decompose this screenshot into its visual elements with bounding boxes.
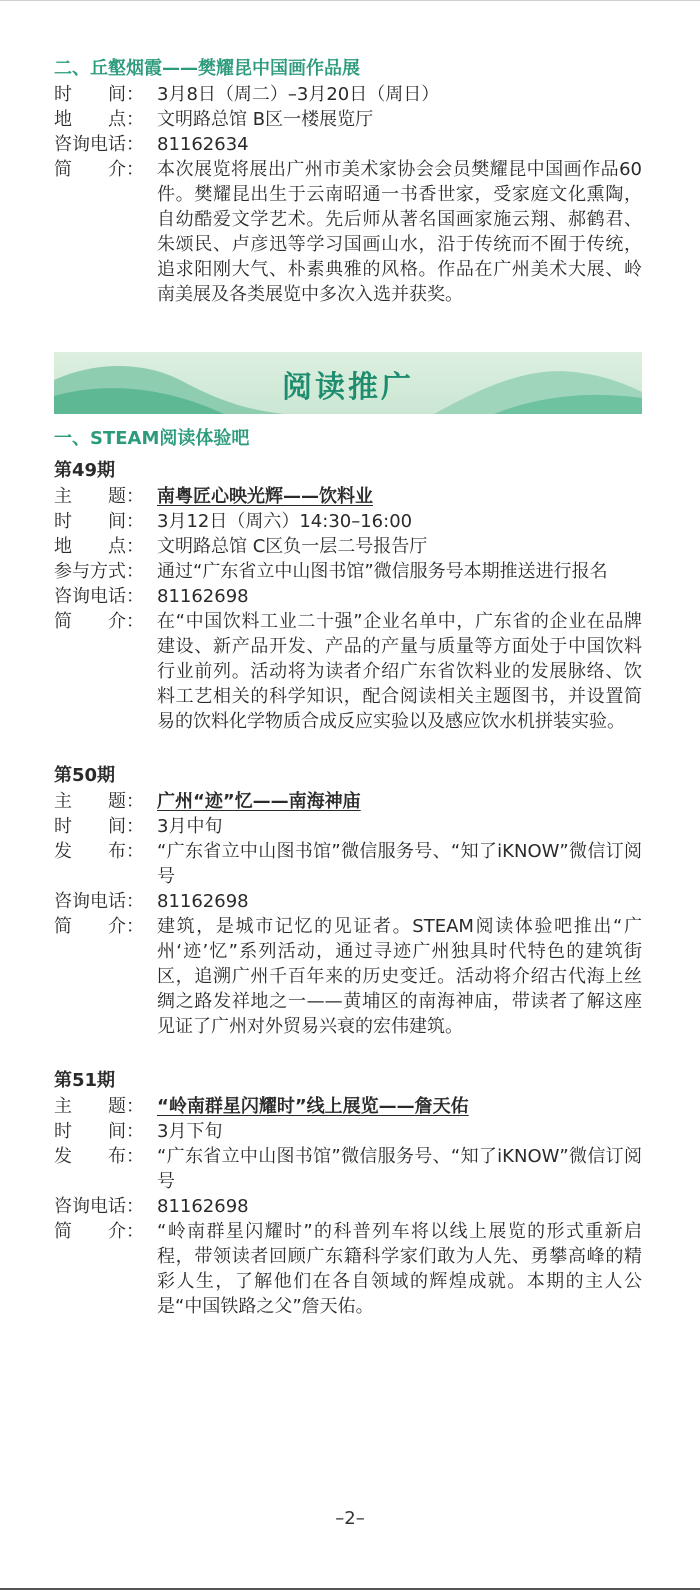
topic-title: “岭南群星闪耀时”线上展览——詹天佑 bbox=[157, 1096, 469, 1117]
info-value: 3月中旬 bbox=[157, 816, 223, 837]
info-value: 文明路总馆 B区一楼展览厅 bbox=[157, 109, 374, 130]
info-label: 时 间： bbox=[54, 1121, 144, 1142]
issue-title: 第50期 bbox=[54, 765, 116, 786]
info-row-topic bbox=[54, 484, 642, 509]
info-label: 简 介： bbox=[54, 611, 144, 632]
info-row-publish bbox=[54, 839, 642, 889]
info-label: 主 题： bbox=[54, 791, 144, 812]
info-label: 主 题： bbox=[54, 486, 144, 507]
info-value: 81162698 bbox=[157, 586, 249, 607]
info-value: “广东省立中山图书馆”微信服务号、“知了iKNOW”微信订阅号 bbox=[157, 841, 642, 887]
info-row-location bbox=[54, 534, 642, 559]
exhibition-section bbox=[54, 56, 642, 307]
info-row-topic bbox=[54, 789, 642, 814]
info-value: 本次展览将展出广州市美术家协会会员樊耀昆中国画作品60件。樊耀昆出生于云南昭通一书香世家，受家庭文化熏陶，自幼酷爱文学艺术。先后师从著名国画家施云翔、郝鹤君、朱颂民、卢彦迅等学习国画山水，沿于传统而不囿于传统，追求阳刚大气、朴素典雅的风格。作品在广州美术大展、岭南美展及各类展览中多次入选并获奖。 bbox=[157, 159, 642, 305]
topic-title: 广州“迹”忆——南海神庙 bbox=[157, 791, 361, 812]
top-border bbox=[0, 0, 700, 1]
info-value: 81162698 bbox=[157, 1196, 249, 1217]
info-value: 81162698 bbox=[157, 891, 249, 912]
info-row-time bbox=[54, 814, 642, 839]
info-value: 建筑，是城市记忆的见证者。STEAM阅读体验吧推出“广州‘迹’忆”系列活动，通过寻迹广州独具时代特色的建筑街区，追溯广州千百年来的历史变迁。活动将介绍古代海上丝绸之路发祥地之一——黄埔区的南海神庙，带读者了解这座见证了广州对外贸易兴衰的宏伟建筑。 bbox=[157, 916, 642, 1037]
page-content bbox=[54, 56, 642, 1319]
issue-title: 第51期 bbox=[54, 1070, 116, 1091]
info-value: 3月12日（周六）14:30–16:00 bbox=[157, 511, 413, 532]
info-value: 通过“广东省立中山图书馆”微信服务号本期推送进行报名 bbox=[157, 561, 608, 582]
info-label: 咨询电话： bbox=[54, 1196, 144, 1217]
section-banner bbox=[54, 352, 642, 414]
info-label: 简 介： bbox=[54, 1221, 144, 1242]
info-label: 简 介： bbox=[54, 916, 144, 937]
info-label: 参与方式： bbox=[54, 561, 144, 582]
info-value: 81162634 bbox=[157, 134, 249, 155]
info-row-phone bbox=[54, 584, 642, 609]
info-row-topic bbox=[54, 1094, 642, 1119]
info-row-intro bbox=[54, 914, 642, 1039]
info-row-time bbox=[54, 509, 642, 534]
info-row-participation bbox=[54, 559, 642, 584]
info-row-time bbox=[54, 1119, 642, 1144]
issue-49 bbox=[54, 458, 642, 734]
info-label: 咨询电话： bbox=[54, 586, 144, 607]
info-label: 时 间： bbox=[54, 511, 144, 532]
exhibition-heading: 二、丘壑烟霞——樊耀昆中国画作品展 bbox=[54, 58, 360, 79]
info-label: 咨询电话： bbox=[54, 134, 144, 155]
info-row-intro bbox=[54, 609, 642, 734]
info-value: “岭南群星闪耀时”的科普列车将以线上展览的形式重新启程，带领读者回顾广东籍科学家们敢为人先、勇攀高峰的精彩人生，了解他们在各自领域的辉煌成就。本期的主人公是“中国铁路之父”詹天佑。 bbox=[157, 1221, 642, 1317]
info-value: 在“中国饮料工业二十强”企业名单中，广东省的企业在品牌建设、新产品开发、产品的产量与质量等方面处于中国饮料行业前列。活动将为读者介绍广东省饮料业的发展脉络、饮料工艺相关的科学知识，配合阅读相关主题图书，并设置简易的饮料化学物质合成反应实验以及感应饮水机拼装实验。 bbox=[157, 611, 642, 732]
issue-50 bbox=[54, 763, 642, 1039]
info-row-location bbox=[54, 107, 642, 132]
info-row-time bbox=[54, 82, 642, 107]
issue-51 bbox=[54, 1068, 642, 1319]
info-label: 咨询电话： bbox=[54, 891, 144, 912]
info-label: 时 间： bbox=[54, 84, 144, 105]
info-label: 主 题： bbox=[54, 1096, 144, 1117]
issue-title: 第49期 bbox=[54, 460, 116, 481]
info-row-phone bbox=[54, 1194, 642, 1219]
page-number: –2– bbox=[335, 1508, 365, 1529]
info-value: 3月8日（周二）–3月20日（周日） bbox=[157, 84, 440, 105]
info-row-intro bbox=[54, 157, 642, 307]
section-heading: 一、STEAM阅读体验吧 bbox=[54, 428, 250, 449]
info-label: 地 点： bbox=[54, 536, 144, 557]
topic-title: 南粤匠心映光辉——饮料业 bbox=[157, 486, 373, 507]
info-label: 发 布： bbox=[54, 841, 144, 862]
banner-title: 阅读推广 bbox=[282, 370, 414, 405]
info-row-publish bbox=[54, 1144, 642, 1194]
info-value: 3月下旬 bbox=[157, 1121, 223, 1142]
info-row-phone bbox=[54, 889, 642, 914]
info-row-intro bbox=[54, 1219, 642, 1319]
info-label: 时 间： bbox=[54, 816, 144, 837]
info-value: 文明路总馆 C区负一层二号报告厅 bbox=[157, 536, 428, 557]
info-value: “广东省立中山图书馆”微信服务号、“知了iKNOW”微信订阅号 bbox=[157, 1146, 642, 1192]
info-label: 简 介： bbox=[54, 159, 144, 180]
info-label: 地 点： bbox=[54, 109, 144, 130]
info-row-phone bbox=[54, 132, 642, 157]
info-label: 发 布： bbox=[54, 1146, 144, 1167]
